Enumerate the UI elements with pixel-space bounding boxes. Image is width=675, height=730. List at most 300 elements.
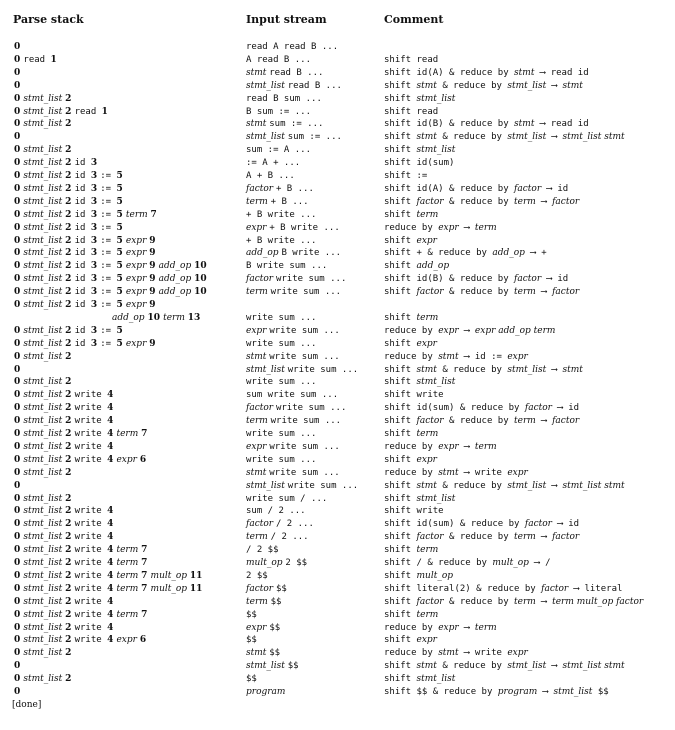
- text-segment: term: [514, 196, 536, 207]
- text-segment: write sum ...: [287, 364, 359, 375]
- text-segment: 3: [90, 235, 101, 246]
- text-segment: factor: [552, 287, 580, 298]
- trace-row: [0, 696, 675, 709]
- text-segment: $$: [246, 635, 257, 646]
- trace-row: [0, 412, 675, 425]
- text-segment: ⟶ read id: [534, 119, 589, 130]
- text-segment: 3: [90, 183, 101, 194]
- text-segment: 0: [14, 390, 24, 401]
- text-segment: term: [116, 570, 142, 581]
- text-segment: stmt_list: [23, 209, 66, 220]
- text-segment: id: [74, 183, 91, 194]
- text-segment: write: [74, 454, 108, 465]
- text-segment: write: [74, 429, 108, 439]
- text-segment: shift: [384, 338, 417, 349]
- text-segment: expr: [416, 635, 437, 646]
- trace-row: [0, 361, 675, 374]
- text-segment: write: [74, 532, 108, 543]
- text-segment: 6: [139, 635, 147, 646]
- text-segment: stmt: [416, 132, 437, 143]
- text-segment: 2: [65, 300, 75, 310]
- text-segment: + B write ...: [246, 235, 317, 246]
- text-segment: write: [74, 390, 108, 401]
- text-segment: stmt: [416, 364, 437, 375]
- text-segment: stmt_list: [416, 493, 456, 504]
- trace-row: [0, 528, 675, 541]
- text-segment: :=: [100, 209, 117, 220]
- text-segment: expr add_op term: [474, 325, 556, 336]
- text-segment: expr: [438, 441, 459, 452]
- text-segment: term: [514, 287, 536, 298]
- text-segment: & reduce by: [436, 480, 508, 491]
- text-segment: stmt_list: [23, 287, 66, 298]
- text-segment: write sum ...: [246, 338, 317, 349]
- text-segment: term: [116, 583, 142, 594]
- text-segment: 0: [14, 609, 24, 620]
- text-segment: factor: [246, 274, 276, 285]
- trace-row: [0, 593, 675, 606]
- text-segment: stmt: [246, 67, 270, 78]
- text-segment: ⟶: [535, 196, 553, 207]
- text-segment: shift: [384, 235, 417, 246]
- text-segment: 2: [65, 390, 75, 401]
- text-segment: 7: [141, 545, 148, 556]
- text-segment: write sum / ...: [246, 493, 328, 504]
- text-segment: 4: [107, 429, 117, 439]
- text-segment: 2: [65, 596, 75, 607]
- text-segment: term: [163, 312, 188, 323]
- text-segment: 2: [65, 545, 75, 556]
- text-segment: 2: [65, 622, 75, 633]
- text-segment: stmt_list: [23, 596, 66, 607]
- text-segment: term: [246, 532, 271, 543]
- text-segment: 2: [65, 209, 75, 220]
- text-segment: 0: [14, 119, 24, 130]
- text-segment: ⟶: [535, 532, 553, 543]
- text-segment: shift: [384, 132, 417, 143]
- text-segment: term: [416, 609, 439, 620]
- text-segment: add_op: [416, 261, 450, 272]
- text-segment: sum := A ...: [246, 145, 312, 156]
- text-segment: stmt_list: [23, 506, 66, 517]
- trace-row: [0, 657, 675, 670]
- text-segment: reduce by: [384, 351, 439, 362]
- text-segment: write sum ...: [269, 441, 340, 452]
- text-segment: reduce by: [384, 222, 439, 233]
- text-segment: shift: [384, 480, 417, 491]
- text-segment: 2: [65, 416, 75, 427]
- text-segment: 4: [107, 622, 114, 633]
- text-segment: write sum ...: [269, 325, 340, 336]
- text-segment: write sum ...: [275, 274, 347, 285]
- text-segment: stmt_list: [23, 145, 66, 156]
- text-segment: 0: [14, 480, 21, 491]
- text-segment: 2: [65, 287, 75, 298]
- text-segment: 0: [14, 622, 24, 633]
- text-segment: :=: [100, 248, 117, 259]
- text-segment: program: [246, 687, 286, 697]
- text-segment: 2: [65, 158, 75, 169]
- trace-row: [0, 348, 675, 361]
- text-segment: 4: [107, 583, 117, 594]
- text-segment: term: [416, 429, 439, 439]
- text-segment: shift id(sum) & reduce by: [384, 519, 525, 530]
- text-segment: 2: [65, 609, 75, 620]
- text-segment: stmt_list: [23, 351, 66, 362]
- text-segment: 0: [14, 687, 21, 697]
- text-segment: shift: [384, 532, 417, 543]
- text-segment: 2: [65, 635, 75, 646]
- text-segment: + B ...: [275, 183, 314, 194]
- trace-row: [0, 180, 675, 193]
- text-segment: 0: [14, 454, 24, 465]
- text-segment: stmt: [438, 351, 459, 362]
- text-segment: 3: [90, 261, 101, 272]
- text-segment: write: [74, 570, 108, 581]
- text-segment: shift: [384, 545, 417, 556]
- text-segment: stmt_list: [23, 609, 66, 620]
- trace-row: [0, 257, 675, 270]
- text-segment: 4: [107, 506, 114, 517]
- text-segment: expr: [246, 622, 270, 633]
- text-segment: expr: [125, 261, 150, 272]
- text-segment: stmt_list: [246, 80, 288, 91]
- text-segment: ⟶ id: [541, 274, 569, 285]
- text-segment: ⟶ id: [551, 519, 580, 530]
- text-segment: id: [74, 325, 91, 336]
- text-segment: 5: [116, 300, 126, 310]
- text-segment: 3: [90, 222, 101, 233]
- text-segment: read B ...: [287, 80, 342, 91]
- text-segment: 2: [65, 570, 75, 581]
- text-segment: write: [74, 622, 108, 633]
- text-segment: 7: [141, 429, 148, 439]
- text-segment: write sum ...: [246, 312, 317, 323]
- text-segment: 0: [14, 429, 24, 439]
- text-segment: term: [246, 596, 271, 607]
- text-segment: term: [116, 545, 142, 556]
- trace-row: [0, 232, 675, 245]
- text-segment: stmt_list: [23, 248, 66, 259]
- text-segment: stmt_list: [23, 403, 66, 414]
- text-segment: 2: [65, 583, 75, 594]
- text-segment: 3: [90, 248, 101, 259]
- text-segment: 4: [107, 558, 117, 568]
- text-segment: 2: [65, 674, 72, 685]
- text-segment: reduce by: [384, 622, 439, 633]
- text-segment: ⟶: [546, 480, 563, 491]
- text-segment: factor: [416, 287, 444, 298]
- text-segment: shift: [384, 364, 417, 375]
- text-segment: factor: [416, 416, 444, 427]
- text-segment: stmt_list: [23, 570, 66, 581]
- text-segment: 2: [65, 261, 75, 272]
- text-segment: add_op: [158, 287, 195, 298]
- trace-row: [0, 270, 675, 283]
- text-segment: & reduce by: [436, 132, 508, 143]
- text-segment: $$: [270, 596, 282, 607]
- text-segment: sum write sum ...: [246, 390, 339, 401]
- text-segment: 0: [14, 80, 21, 91]
- text-segment: id: [74, 209, 91, 220]
- text-segment: expr: [246, 441, 270, 452]
- trace-row: [0, 244, 675, 257]
- text-segment: factor: [524, 519, 552, 530]
- trace-row: [0, 77, 675, 90]
- text-segment: $$: [246, 609, 257, 620]
- text-segment: expr: [246, 222, 270, 233]
- text-segment: shift read: [384, 106, 439, 117]
- text-segment: stmt_list: [23, 196, 66, 207]
- text-segment: write sum ...: [246, 454, 317, 465]
- text-segment: 4: [107, 609, 117, 620]
- text-segment: stmt_list: [23, 235, 66, 246]
- text-segment: :=: [100, 222, 117, 233]
- text-segment: 0: [14, 106, 24, 117]
- text-segment: term: [125, 209, 151, 220]
- text-segment: 9: [149, 235, 156, 246]
- trace-row: [0, 554, 675, 567]
- text-segment: 0: [14, 467, 24, 478]
- text-segment: stmt_list stmt: [562, 132, 625, 143]
- text-segment: shift id(sum): [384, 158, 455, 169]
- text-segment: + B write ...: [269, 222, 340, 233]
- text-segment: 0: [14, 506, 24, 517]
- text-segment: 0: [14, 287, 24, 298]
- trace-row: [0, 619, 675, 632]
- text-segment: & reduce by: [443, 532, 515, 543]
- text-segment: stmt_list: [23, 545, 66, 556]
- text-segment: ⟶: [537, 687, 554, 697]
- text-segment: stmt_list: [23, 158, 66, 169]
- text-segment: ⟶ id :=: [458, 351, 508, 362]
- text-segment: reduce by: [384, 648, 439, 659]
- text-segment: 2: [65, 222, 75, 233]
- text-segment: id: [74, 171, 91, 181]
- text-segment: 0: [14, 403, 24, 414]
- text-segment: :=: [100, 300, 117, 310]
- text-segment: & reduce by: [436, 661, 508, 672]
- text-segment: 0: [14, 222, 24, 233]
- text-segment: program: [497, 687, 538, 697]
- text-segment: term: [246, 196, 271, 207]
- text-segment: 2: [65, 493, 72, 504]
- text-segment: stmt: [246, 119, 270, 130]
- text-segment: stmt_list: [23, 93, 66, 104]
- text-segment: factor: [246, 403, 276, 414]
- text-segment: 5: [116, 209, 126, 220]
- text-segment: 2: [65, 441, 75, 452]
- text-segment: ⟶ literal: [568, 583, 623, 594]
- text-segment: read B ...: [269, 67, 324, 78]
- text-segment: stmt_list: [23, 171, 66, 181]
- text-segment: write sum ...: [246, 429, 317, 439]
- text-segment: stmt: [438, 467, 459, 478]
- text-segment: id: [74, 235, 91, 246]
- text-segment: A read B ...: [246, 54, 312, 65]
- text-segment: ⟶ write: [458, 648, 508, 659]
- text-segment: stmt: [416, 80, 437, 91]
- text-segment: 0: [14, 235, 24, 246]
- text-segment: 5: [116, 274, 126, 285]
- text-segment: [done]: [12, 699, 42, 710]
- trace-row: [0, 167, 675, 180]
- text-segment: expr: [116, 454, 140, 465]
- text-segment: write: [74, 583, 108, 594]
- text-segment: expr: [125, 274, 150, 285]
- text-segment: 0: [14, 300, 24, 310]
- trace-row: [0, 567, 675, 580]
- text-segment: mult_op: [416, 570, 454, 581]
- text-segment: mult_op: [150, 570, 190, 581]
- text-segment: term: [474, 622, 497, 633]
- text-segment: term mult_op factor: [552, 596, 644, 607]
- text-segment: shift: [384, 429, 417, 439]
- text-segment: 5: [116, 183, 123, 194]
- text-segment: stmt_list: [23, 325, 66, 336]
- text-segment: expr: [125, 248, 150, 259]
- text-segment: expr: [116, 635, 140, 646]
- text-segment: write sum ...: [246, 377, 317, 388]
- text-segment: 2: [65, 106, 75, 117]
- text-segment: 3: [90, 209, 101, 220]
- text-segment: add_op: [112, 312, 148, 323]
- parse-stack-header: Parse stack: [13, 13, 84, 26]
- text-segment: :=: [100, 325, 117, 336]
- text-segment: stmt_list: [507, 480, 547, 491]
- text-segment: stmt_list: [23, 119, 66, 130]
- text-segment: stmt_list: [246, 480, 288, 491]
- text-segment: stmt_list: [23, 635, 66, 646]
- text-segment: ⟶: [458, 441, 475, 452]
- text-segment: 4: [107, 532, 114, 543]
- trace-row: [0, 335, 675, 348]
- text-segment: 7: [141, 570, 151, 581]
- trace-row: [0, 90, 675, 103]
- text-segment: mult_op: [492, 558, 529, 568]
- text-segment: term: [416, 312, 439, 323]
- trace-row: [0, 644, 675, 657]
- text-segment: term: [514, 416, 536, 427]
- text-segment: stmt_list: [507, 364, 547, 375]
- text-segment: 5: [116, 261, 126, 272]
- text-segment: 0: [14, 377, 24, 388]
- trace-row: [0, 193, 675, 206]
- text-segment: expr: [125, 235, 150, 246]
- text-segment: stmt_list stmt: [562, 661, 625, 672]
- text-segment: stmt_list: [23, 583, 66, 594]
- text-segment: stmt_list: [416, 377, 456, 388]
- text-segment: 2: [65, 248, 75, 259]
- text-segment: ⟶: [458, 222, 475, 233]
- text-segment: 0: [14, 545, 24, 556]
- text-segment: read: [23, 54, 51, 65]
- text-segment: 7: [141, 609, 148, 620]
- text-segment: shift: [384, 261, 417, 272]
- text-segment: 0: [14, 183, 24, 194]
- text-segment: / 2 ...: [270, 532, 309, 543]
- text-segment: 2: [65, 196, 75, 207]
- text-segment: 5: [116, 287, 126, 298]
- text-segment: stmt: [562, 80, 583, 91]
- text-segment: read: [74, 106, 102, 117]
- text-segment: shift literal(2) & reduce by: [384, 583, 542, 594]
- text-segment: 0: [14, 196, 24, 207]
- text-segment: 2: [65, 171, 75, 181]
- text-segment: 2: [65, 648, 72, 659]
- text-segment: & reduce by: [443, 416, 515, 427]
- text-segment: shift write: [384, 390, 444, 401]
- comment-header: Comment: [384, 13, 444, 26]
- text-segment: 2: [65, 519, 75, 530]
- text-segment: shift: [384, 196, 417, 207]
- text-segment: factor: [416, 596, 444, 607]
- text-segment: id: [74, 287, 91, 298]
- text-segment: :=: [100, 196, 117, 207]
- text-segment: $$: [275, 583, 287, 594]
- trace-row: [0, 386, 675, 399]
- text-segment: add_op: [246, 248, 282, 259]
- text-segment: :=: [100, 183, 117, 194]
- text-segment: 2: [65, 467, 72, 478]
- trace-row: [0, 399, 675, 412]
- text-segment: 10: [194, 261, 207, 272]
- text-segment: stmt: [514, 119, 535, 130]
- text-segment: id: [74, 274, 91, 285]
- text-segment: shift: [384, 635, 417, 646]
- text-segment: 7: [141, 558, 148, 568]
- text-segment: shift: [384, 80, 417, 91]
- text-segment: 0: [14, 493, 24, 504]
- text-segment: shift / & reduce by: [384, 558, 493, 568]
- text-segment: 9: [149, 287, 159, 298]
- text-segment: & reduce by: [436, 364, 508, 375]
- text-segment: / 2 $$: [246, 545, 279, 556]
- text-segment: shift $$ & reduce by: [384, 687, 498, 697]
- text-segment: stmt_list: [23, 454, 66, 465]
- text-segment: stmt_list: [23, 674, 66, 685]
- text-segment: ⟶: [546, 364, 563, 375]
- text-segment: 0: [14, 93, 24, 104]
- text-segment: & reduce by: [443, 287, 515, 298]
- text-segment: write sum ...: [275, 403, 347, 414]
- text-segment: mult_op: [150, 583, 190, 594]
- text-segment: factor: [552, 196, 580, 207]
- text-segment: write: [74, 506, 108, 517]
- text-segment: factor: [552, 416, 580, 427]
- text-segment: stmt_list: [507, 80, 547, 91]
- text-segment: shift: [384, 609, 417, 620]
- text-segment: expr: [416, 454, 437, 465]
- text-segment: & reduce by: [443, 196, 515, 207]
- text-segment: $$: [269, 648, 281, 659]
- text-segment: 0: [14, 325, 24, 336]
- text-segment: 3: [90, 274, 101, 285]
- text-segment: 0: [14, 441, 24, 452]
- text-segment: expr: [507, 648, 528, 659]
- text-segment: shift: [384, 93, 417, 104]
- trace-row: [0, 219, 675, 232]
- trace-row: [0, 38, 675, 51]
- text-segment: term: [474, 222, 497, 233]
- text-segment: 3: [90, 196, 101, 207]
- text-segment: :=: [100, 261, 117, 272]
- text-segment: 2: [65, 377, 72, 388]
- text-segment: ⟶: [546, 661, 563, 672]
- trace-row: [0, 502, 675, 515]
- text-segment: 4: [107, 390, 114, 401]
- text-segment: stmt: [416, 480, 437, 491]
